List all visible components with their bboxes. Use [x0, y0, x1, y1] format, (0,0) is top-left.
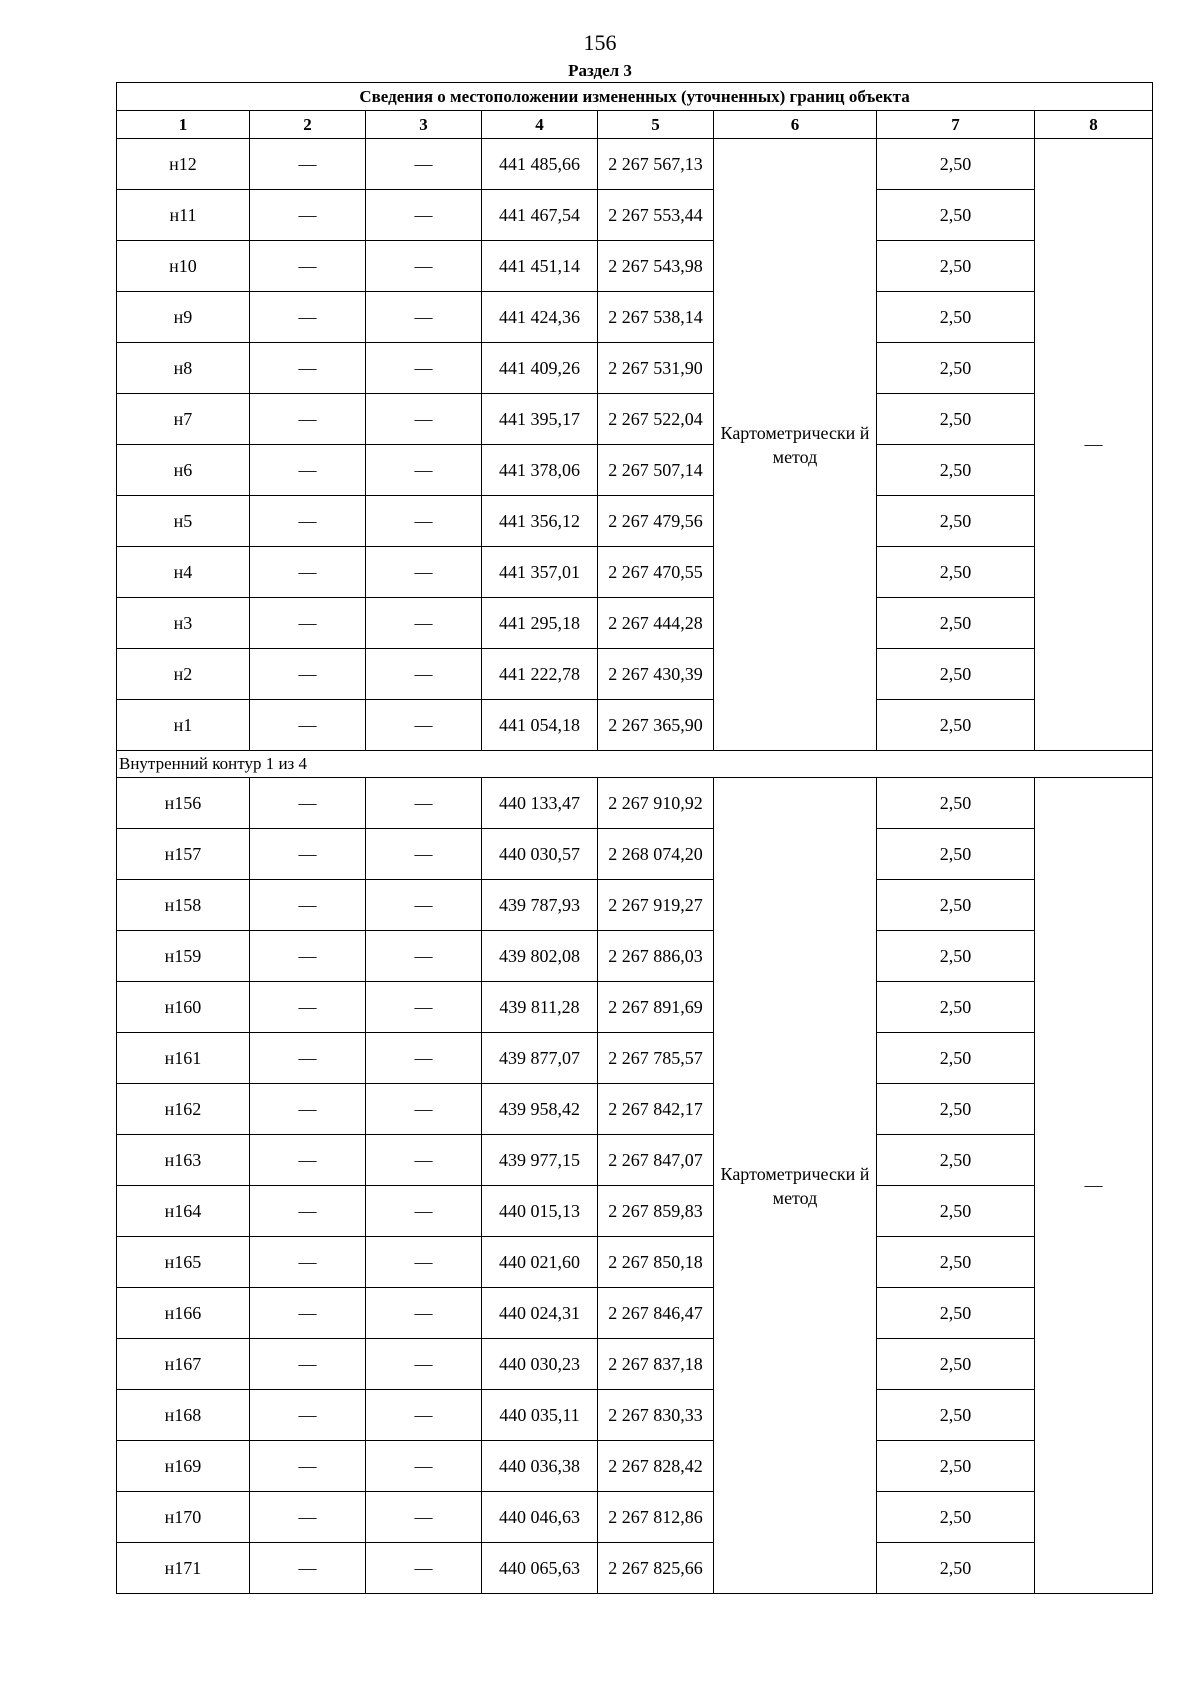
point-name-cell: н1: [117, 700, 250, 751]
x-coordinate-cell: 439 877,07: [482, 1033, 598, 1084]
column-number: 8: [1035, 111, 1153, 139]
table-row: [117, 1441, 1153, 1492]
col3-cell: —: [366, 241, 482, 292]
col8-cell: —: [1035, 139, 1153, 751]
accuracy-cell: 2,50: [877, 1543, 1035, 1594]
table-row: [117, 1033, 1153, 1084]
table-body: [117, 83, 1153, 1594]
table-row: [117, 931, 1153, 982]
table-row: [117, 547, 1153, 598]
col3-cell: —: [366, 1186, 482, 1237]
point-name-cell: н10: [117, 241, 250, 292]
accuracy-cell: 2,50: [877, 982, 1035, 1033]
col3-cell: —: [366, 778, 482, 829]
accuracy-cell: 2,50: [877, 292, 1035, 343]
col2-cell: —: [250, 496, 366, 547]
table-row: [117, 1390, 1153, 1441]
x-coordinate-cell: 441 357,01: [482, 547, 598, 598]
x-coordinate-cell: 441 451,14: [482, 241, 598, 292]
table-caption-row: [117, 83, 1153, 111]
y-coordinate-cell: 2 267 567,13: [598, 139, 714, 190]
accuracy-cell: 2,50: [877, 1084, 1035, 1135]
col3-cell: —: [366, 931, 482, 982]
x-coordinate-cell: 440 015,13: [482, 1186, 598, 1237]
col3-cell: —: [366, 547, 482, 598]
x-coordinate-cell: 439 802,08: [482, 931, 598, 982]
page-number: 156: [583, 30, 617, 55]
table-row: [117, 1084, 1153, 1135]
y-coordinate-cell: 2 267 891,69: [598, 982, 714, 1033]
column-number: 6: [714, 111, 877, 139]
col2-cell: —: [250, 1492, 366, 1543]
column-number: 7: [877, 111, 1035, 139]
col3-cell: —: [366, 829, 482, 880]
x-coordinate-cell: 441 356,12: [482, 496, 598, 547]
y-coordinate-cell: 2 267 522,04: [598, 394, 714, 445]
col3-cell: —: [366, 343, 482, 394]
point-name-cell: н5: [117, 496, 250, 547]
x-coordinate-cell: 439 787,93: [482, 880, 598, 931]
point-name-cell: н9: [117, 292, 250, 343]
column-number: 4: [482, 111, 598, 139]
y-coordinate-cell: 2 267 850,18: [598, 1237, 714, 1288]
accuracy-cell: 2,50: [877, 880, 1035, 931]
y-coordinate-cell: 2 267 830,33: [598, 1390, 714, 1441]
y-coordinate-cell: 2 267 919,27: [598, 880, 714, 931]
y-coordinate-cell: 2 267 837,18: [598, 1339, 714, 1390]
coordinates-table: [116, 82, 1153, 1594]
point-name-cell: н156: [117, 778, 250, 829]
y-coordinate-cell: 2 267 553,44: [598, 190, 714, 241]
col2-cell: —: [250, 1441, 366, 1492]
table-row: [117, 1135, 1153, 1186]
col2-cell: —: [250, 1390, 366, 1441]
point-name-cell: н166: [117, 1288, 250, 1339]
col2-cell: —: [250, 292, 366, 343]
accuracy-cell: 2,50: [877, 1186, 1035, 1237]
y-coordinate-cell: 2 267 828,42: [598, 1441, 714, 1492]
col3-cell: —: [366, 445, 482, 496]
accuracy-cell: 2,50: [877, 649, 1035, 700]
table-row: [117, 778, 1153, 829]
table-caption: Сведения о местоположении измененных (уточненных) границ объекта: [117, 83, 1153, 111]
col3-cell: —: [366, 880, 482, 931]
point-name-cell: н170: [117, 1492, 250, 1543]
col2-cell: —: [250, 445, 366, 496]
col2-cell: —: [250, 1237, 366, 1288]
accuracy-cell: 2,50: [877, 1492, 1035, 1543]
accuracy-cell: 2,50: [877, 241, 1035, 292]
table-row: [117, 241, 1153, 292]
col3-cell: —: [366, 1390, 482, 1441]
col3-cell: —: [366, 190, 482, 241]
x-coordinate-cell: 440 030,23: [482, 1339, 598, 1390]
x-coordinate-cell: 441 378,06: [482, 445, 598, 496]
y-coordinate-cell: 2 267 444,28: [598, 598, 714, 649]
table-row: [117, 190, 1153, 241]
y-coordinate-cell: 2 267 847,07: [598, 1135, 714, 1186]
y-coordinate-cell: 2 267 470,55: [598, 547, 714, 598]
x-coordinate-cell: 441 424,36: [482, 292, 598, 343]
point-name-cell: н2: [117, 649, 250, 700]
point-name-cell: н164: [117, 1186, 250, 1237]
point-name-cell: н6: [117, 445, 250, 496]
col3-cell: —: [366, 598, 482, 649]
accuracy-cell: 2,50: [877, 190, 1035, 241]
table-row: [117, 982, 1153, 1033]
x-coordinate-cell: 441 395,17: [482, 394, 598, 445]
y-coordinate-cell: 2 267 785,57: [598, 1033, 714, 1084]
point-name-cell: н168: [117, 1390, 250, 1441]
method-cell: Картометрически й метод: [714, 778, 877, 1594]
point-name-cell: н12: [117, 139, 250, 190]
point-name-cell: н159: [117, 931, 250, 982]
point-name-cell: н162: [117, 1084, 250, 1135]
x-coordinate-cell: 441 295,18: [482, 598, 598, 649]
table-row: [117, 445, 1153, 496]
section-title: Раздел 3: [568, 61, 632, 80]
table-row: [117, 649, 1153, 700]
point-name-cell: н7: [117, 394, 250, 445]
y-coordinate-cell: 2 267 886,03: [598, 931, 714, 982]
contour-header-row: [117, 751, 1153, 778]
point-name-cell: н4: [117, 547, 250, 598]
col2-cell: —: [250, 982, 366, 1033]
col2-cell: —: [250, 829, 366, 880]
accuracy-cell: 2,50: [877, 931, 1035, 982]
method-cell: Картометрически й метод: [714, 139, 877, 751]
col3-cell: —: [366, 1543, 482, 1594]
col3-cell: —: [366, 1441, 482, 1492]
table-row: [117, 829, 1153, 880]
col3-cell: —: [366, 292, 482, 343]
accuracy-cell: 2,50: [877, 139, 1035, 190]
accuracy-cell: 2,50: [877, 1441, 1035, 1492]
accuracy-cell: 2,50: [877, 1339, 1035, 1390]
point-name-cell: н11: [117, 190, 250, 241]
y-coordinate-cell: 2 267 859,83: [598, 1186, 714, 1237]
col8-cell: —: [1035, 778, 1153, 1594]
col3-cell: —: [366, 139, 482, 190]
point-name-cell: н160: [117, 982, 250, 1033]
y-coordinate-cell: 2 267 910,92: [598, 778, 714, 829]
point-name-cell: н163: [117, 1135, 250, 1186]
x-coordinate-cell: 440 021,60: [482, 1237, 598, 1288]
x-coordinate-cell: 439 811,28: [482, 982, 598, 1033]
column-number: 3: [366, 111, 482, 139]
col2-cell: —: [250, 190, 366, 241]
col2-cell: —: [250, 649, 366, 700]
x-coordinate-cell: 440 065,63: [482, 1543, 598, 1594]
y-coordinate-cell: 2 267 825,66: [598, 1543, 714, 1594]
table-row: [117, 496, 1153, 547]
col3-cell: —: [366, 1339, 482, 1390]
x-coordinate-cell: 441 467,54: [482, 190, 598, 241]
col3-cell: —: [366, 1033, 482, 1084]
accuracy-cell: 2,50: [877, 394, 1035, 445]
table-row: [117, 139, 1153, 190]
col2-cell: —: [250, 1543, 366, 1594]
col2-cell: —: [250, 931, 366, 982]
point-name-cell: н157: [117, 829, 250, 880]
y-coordinate-cell: 2 267 812,86: [598, 1492, 714, 1543]
point-name-cell: н169: [117, 1441, 250, 1492]
accuracy-cell: 2,50: [877, 829, 1035, 880]
col3-cell: —: [366, 1492, 482, 1543]
y-coordinate-cell: 2 267 430,39: [598, 649, 714, 700]
col3-cell: —: [366, 1135, 482, 1186]
y-coordinate-cell: 2 267 365,90: [598, 700, 714, 751]
x-coordinate-cell: 441 222,78: [482, 649, 598, 700]
y-coordinate-cell: 2 268 074,20: [598, 829, 714, 880]
table-row: [117, 1288, 1153, 1339]
y-coordinate-cell: 2 267 846,47: [598, 1288, 714, 1339]
point-name-cell: н8: [117, 343, 250, 394]
accuracy-cell: 2,50: [877, 496, 1035, 547]
accuracy-cell: 2,50: [877, 1135, 1035, 1186]
point-name-cell: н167: [117, 1339, 250, 1390]
point-name-cell: н158: [117, 880, 250, 931]
accuracy-cell: 2,50: [877, 445, 1035, 496]
y-coordinate-cell: 2 267 842,17: [598, 1084, 714, 1135]
col2-cell: —: [250, 343, 366, 394]
col3-cell: —: [366, 394, 482, 445]
col2-cell: —: [250, 598, 366, 649]
x-coordinate-cell: 440 046,63: [482, 1492, 598, 1543]
col2-cell: —: [250, 778, 366, 829]
col3-cell: —: [366, 1237, 482, 1288]
table-row: [117, 394, 1153, 445]
table-row: [117, 1186, 1153, 1237]
accuracy-cell: 2,50: [877, 778, 1035, 829]
column-number-row: [117, 111, 1153, 139]
point-name-cell: н165: [117, 1237, 250, 1288]
y-coordinate-cell: 2 267 531,90: [598, 343, 714, 394]
col2-cell: —: [250, 394, 366, 445]
column-number: 5: [598, 111, 714, 139]
accuracy-cell: 2,50: [877, 547, 1035, 598]
accuracy-cell: 2,50: [877, 598, 1035, 649]
col2-cell: —: [250, 1033, 366, 1084]
accuracy-cell: 2,50: [877, 1390, 1035, 1441]
col2-cell: —: [250, 1186, 366, 1237]
point-name-cell: н171: [117, 1543, 250, 1594]
y-coordinate-cell: 2 267 538,14: [598, 292, 714, 343]
accuracy-cell: 2,50: [877, 1288, 1035, 1339]
column-number: 1: [117, 111, 250, 139]
y-coordinate-cell: 2 267 479,56: [598, 496, 714, 547]
contour-header: Внутренний контур 1 из 4: [117, 751, 1153, 778]
accuracy-cell: 2,50: [877, 1033, 1035, 1084]
col3-cell: —: [366, 1288, 482, 1339]
accuracy-cell: 2,50: [877, 700, 1035, 751]
col2-cell: —: [250, 241, 366, 292]
point-name-cell: н161: [117, 1033, 250, 1084]
column-number: 2: [250, 111, 366, 139]
col2-cell: —: [250, 700, 366, 751]
col3-cell: —: [366, 982, 482, 1033]
accuracy-cell: 2,50: [877, 1237, 1035, 1288]
table-row: [117, 1543, 1153, 1594]
x-coordinate-cell: 441 409,26: [482, 343, 598, 394]
table-row: [117, 1492, 1153, 1543]
table-row: [117, 343, 1153, 394]
col2-cell: —: [250, 1135, 366, 1186]
x-coordinate-cell: 439 958,42: [482, 1084, 598, 1135]
x-coordinate-cell: 440 133,47: [482, 778, 598, 829]
table-row: [117, 700, 1153, 751]
col2-cell: —: [250, 547, 366, 598]
table-row: [117, 598, 1153, 649]
col2-cell: —: [250, 1339, 366, 1390]
table-row: [117, 1237, 1153, 1288]
x-coordinate-cell: 440 024,31: [482, 1288, 598, 1339]
x-coordinate-cell: 440 030,57: [482, 829, 598, 880]
x-coordinate-cell: 440 035,11: [482, 1390, 598, 1441]
accuracy-cell: 2,50: [877, 343, 1035, 394]
x-coordinate-cell: 440 036,38: [482, 1441, 598, 1492]
x-coordinate-cell: 441 485,66: [482, 139, 598, 190]
col2-cell: —: [250, 1084, 366, 1135]
point-name-cell: н3: [117, 598, 250, 649]
col3-cell: —: [366, 1084, 482, 1135]
table-row: [117, 292, 1153, 343]
col3-cell: —: [366, 496, 482, 547]
table-row: [117, 880, 1153, 931]
col2-cell: —: [250, 1288, 366, 1339]
x-coordinate-cell: 439 977,15: [482, 1135, 598, 1186]
table-row: [117, 1339, 1153, 1390]
col3-cell: —: [366, 700, 482, 751]
col2-cell: —: [250, 880, 366, 931]
y-coordinate-cell: 2 267 543,98: [598, 241, 714, 292]
col2-cell: —: [250, 139, 366, 190]
y-coordinate-cell: 2 267 507,14: [598, 445, 714, 496]
col3-cell: —: [366, 649, 482, 700]
x-coordinate-cell: 441 054,18: [482, 700, 598, 751]
